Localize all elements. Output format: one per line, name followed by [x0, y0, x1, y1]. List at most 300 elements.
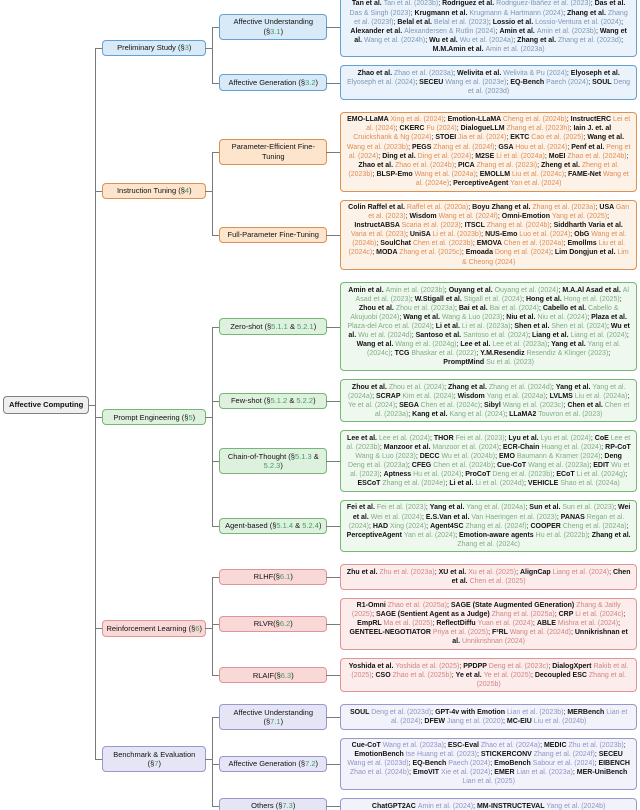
citation-link[interactable]: Zhao et al. (2025b)	[392, 671, 452, 679]
citation-link[interactable]: Yang et al. (2024b)	[546, 802, 606, 810]
citation-link[interactable]: Zhang et al. (2025b)	[476, 671, 626, 688]
section-ref[interactable]: 5.1.4	[276, 521, 294, 531]
citation-link[interactable]: Cao et al. (2025)	[531, 134, 584, 142]
citation-link[interactable]: Wu et al. (2024a)	[459, 36, 514, 44]
citation-link[interactable]: Zhang et al. (2023a)	[532, 204, 596, 211]
section-ref[interactable]: 5.1.3	[294, 451, 312, 461]
citation-link[interactable]: Liu et al. (2024b)	[533, 717, 587, 725]
subsection-branch-rlvr-6-2	[212, 594, 637, 654]
method-name: MoEI	[548, 152, 568, 160]
citation-link[interactable]: Lim & Cheong (2024)	[461, 249, 629, 266]
citation-link[interactable]: Zheng et al. (2023b)	[348, 161, 619, 178]
node-label-text: )	[291, 670, 294, 680]
tree-node-affective-generation-3-2	[219, 74, 327, 90]
citation-link[interactable]: Scaria et al. (2023)	[401, 222, 461, 230]
method-name: Yang et al.	[551, 341, 588, 349]
citation-link[interactable]: Wang et al. (2024a)	[414, 170, 476, 178]
node-label-text: RLHF(§	[253, 572, 280, 582]
method-name: MM-INSTRUCTEVAL	[476, 802, 547, 810]
citation-link[interactable]: Van Haeringen et al. (2023)	[471, 513, 557, 521]
citation-link[interactable]: Yang et al. (2024c)	[367, 341, 621, 358]
citation-link[interactable]: Lee et al. (2023b)	[346, 434, 631, 451]
citation-link[interactable]: Wang et al. (2024h)	[363, 36, 426, 44]
citations-rlvr-6-2: R1-Omni Zhao et al. (2025a); SAGE (State Augmented GEneration) Zhang & Jaitly (2025); SAGE (Sentient Agent as a Judge) Zhang et al. (2025a); CRP Li et al. (2024c); EmpRL Ma et al. (2025); ReflectDiffu Yuan et al. (2024); ABLE Mishra et al. (2024); GENTEEL-NEGOTIATOR Priya et al. (2025); F²RL Wang et al. (2024d); Unnikrishnan et al. Unnikrishnan (2024)	[340, 598, 637, 650]
section-ref[interactable]: 5.2.4	[302, 521, 319, 531]
citation-link[interactable]: Wu et al. (2024d)	[358, 332, 412, 340]
citation-link[interactable]: Lian et al. (2024)	[390, 708, 628, 725]
method-name: SEGA	[399, 401, 421, 409]
citation-link[interactable]: Dong et al. (2024)	[494, 249, 551, 257]
citation-link[interactable]: Resendiz & Klinger (2023)	[526, 350, 609, 358]
citation-link[interactable]: Chen et al. (2024c)	[420, 401, 481, 409]
citation-link[interactable]: Wang & Luo (2023)	[355, 453, 416, 461]
citations-column	[333, 796, 637, 810]
citation-link[interactable]: Gan et al. (2023)	[368, 204, 630, 221]
citation-link[interactable]: Zhang et al. (2024e)	[382, 480, 446, 488]
citations-few-shot-5-1-2-5-2-2: Zhou et al. Zhou et al. (2024); Zhang et al. Zhang et al. (2024d); Yang et al. Yang et al. (2024a); SCRAP Kim et al. (2024); Wisdom Yang et al. (2024a); LVLMS Liu et al. (2024a); Ye et al. (2024); SEGA Chen et al. (2024c); Sibyl Wang et al. (2023c); Chen et al. Chen et al. (2023a); Kang et al. Kang et al. (2024); LLaMA2 Touvron et al. (2023)	[340, 379, 637, 422]
citation-link[interactable]: Rakib et al. (2025)	[351, 662, 629, 679]
method-name: EmpRL	[357, 620, 384, 628]
citation-link[interactable]: Wang et al. (2024g)	[395, 341, 457, 349]
subsection-branch-agent-based-5-1-4-5-2-4	[212, 496, 637, 556]
method-name: ReflectDiffu	[436, 620, 478, 628]
citation-link[interactable]: Zhang et al. (2024f)	[465, 522, 527, 530]
citation-link[interactable]: Das & Singh (2023)	[349, 9, 411, 17]
node-label-text: Chain-of-Thought (§	[227, 451, 295, 461]
citation-link[interactable]: Cheng et al. (2024b)	[502, 116, 567, 124]
method-name: COOPER	[530, 522, 563, 530]
tree-node-affective-understanding-3-1	[219, 14, 327, 40]
citation-link[interactable]: Sun et al. (2023)	[562, 504, 615, 512]
citation-link[interactable]: Luo et al. (2024)	[519, 231, 571, 239]
method-name: Shen et al.	[514, 323, 552, 331]
method-name: ITSCL	[464, 222, 487, 230]
citation-link[interactable]: Hu et al. (2022b)	[535, 531, 588, 539]
citation-link[interactable]: Hou et al. (2024)	[515, 143, 568, 151]
method-name: E.S.Van et al.	[425, 513, 472, 521]
section-ref[interactable]: 7.2	[305, 759, 316, 769]
method-name: ESCoT	[357, 480, 383, 488]
method-name: PEGS	[411, 143, 434, 151]
method-name: Lee et al.	[347, 434, 379, 442]
citation-link[interactable]: Varia et al. (2023)	[350, 231, 406, 239]
citation-link[interactable]: Sabour et al. (2024)	[532, 760, 595, 768]
method-name: M2SE	[475, 152, 497, 160]
citation-link[interactable]: Yang et al. (2024a)	[347, 383, 626, 400]
tree-node-affective-generation-7-2	[219, 756, 327, 772]
citation-link[interactable]: Wang et al. (2023a)	[382, 742, 444, 750]
node-label-text: Preliminary Study (§	[117, 43, 185, 53]
citation-link[interactable]: Zhang et al. (2024f)	[533, 751, 595, 759]
method-name: BLSP-Emo	[376, 170, 415, 178]
section-ref[interactable]: 5.2.3	[263, 461, 281, 471]
citation-link[interactable]: Alexandersen & Rutlin (2024)	[404, 27, 496, 35]
citation-link[interactable]: Lian et al. (2023b)	[507, 708, 564, 716]
citation-link[interactable]: Wang & Luo (2023)	[441, 313, 503, 321]
citation-link[interactable]: Liu et al. (2024a)	[574, 392, 628, 400]
citation-link[interactable]: Unnikrishnan (2024)	[461, 638, 526, 646]
citation-link[interactable]: Zhang et al. (2023d)	[558, 36, 622, 44]
citations-column	[333, 736, 637, 792]
citation-link[interactable]: Rodriguez-Ibáñez et al. (2023)	[496, 0, 591, 8]
citation-link[interactable]: Bhaskar et al. (2022)	[411, 350, 477, 358]
citation-link[interactable]: Niu et al. (2024)	[537, 313, 588, 321]
subsection-branch-affective-understanding-7-1	[212, 700, 637, 733]
citation-link[interactable]: Wu et al. (2023)	[350, 462, 630, 479]
citation-link[interactable]: Belal et al. (2023)	[433, 18, 489, 26]
citations-column	[333, 377, 637, 424]
citation-link[interactable]: Zhang et al. (2025a)	[491, 611, 555, 619]
citation-link[interactable]: Tan et al. (2023b)	[383, 0, 439, 8]
citation-link[interactable]: Yuan et al. (2024)	[477, 620, 533, 628]
tree-node-rlvr-6-2	[219, 616, 327, 632]
citation-link[interactable]: Zhang et al. (2024c)	[457, 540, 520, 548]
method-name: PromptMind	[443, 359, 487, 367]
tree-node-zero-shot-5-1-1-5-2-1	[219, 318, 327, 334]
citation-link[interactable]: Zhao et al. (2024b)	[567, 152, 627, 160]
citation-link[interactable]: Deng et al. (2023c)	[488, 662, 549, 670]
section-ref[interactable]: 5.2.2	[296, 396, 314, 405]
citation-link[interactable]: Yan et al. (2024)	[510, 179, 562, 187]
citation-link[interactable]: Lee et al. (2024)	[378, 434, 430, 442]
citation-link[interactable]: Xing (2024)	[389, 522, 427, 530]
section-ref[interactable]: 7.1	[270, 716, 281, 726]
citation-link[interactable]: Yan et al. (2024)	[403, 531, 456, 539]
method-name: EmoBench	[494, 760, 533, 768]
citation-link[interactable]: Su et al. (2023)	[486, 359, 534, 367]
section-ref[interactable]: 7.3	[282, 801, 293, 810]
citation-link[interactable]: Manzoor et al. (2024)	[432, 443, 499, 451]
citation-link[interactable]: Zhu et al. (2023b)	[568, 742, 624, 750]
citation-link[interactable]: Paech (2024)	[546, 79, 589, 87]
citation-link[interactable]: Zhou et al. (2023a)	[395, 304, 455, 312]
citations-column	[333, 0, 637, 59]
method-name: Belal et al.	[397, 18, 434, 26]
citation-link[interactable]: Cabello & Akujuobi (2024)	[350, 304, 619, 321]
citation-link[interactable]: Li et al. (2023a)	[461, 323, 511, 331]
citation-link[interactable]: Zhao et al. (2024b)	[394, 161, 455, 169]
method-name: EQ-Bench	[412, 760, 449, 768]
citation-link[interactable]: Fu (2024)	[426, 125, 457, 133]
citation-link[interactable]: Touvron et al. (2023)	[538, 410, 603, 418]
method-name: PPDPP	[463, 662, 489, 670]
method-name: Chen et al.	[567, 401, 605, 409]
citation-link[interactable]: Li et al. (2023b)	[432, 231, 482, 239]
citation-link[interactable]: Yoshida et al. (2025)	[395, 662, 460, 670]
node-label-text: Agent-based (§	[225, 521, 277, 531]
method-name: EmotionBench	[354, 751, 406, 759]
citations-affective-understanding-3-1: Tan et al. Tan et al. (2023b); Rodriguez et al. Rodriguez-Ibáñez et al. (2023); Das et al. Das & Singh (2023); Krugmann et al. Krugmann & Hartmann (2024); Zhang et al. Zhang et al. (2023f); Belal et al. Belal et al. (2023); Lossio et al. Lossio-Ventura et al. (2024); Alexander et al. Alexandersen & Rutlin (2024); Amin et al. Amin et al. (2023b); Wang et al. Wang et al. (2024h); Wu et al. Wu et al. (2024a); Zhang et al. Zhang et al. (2023d); M.M.Amin et al. Amin et al. (2023a)	[340, 0, 637, 57]
section-ref[interactable]: 3.1	[270, 26, 281, 36]
citation-link[interactable]: Mishra et al. (2024)	[557, 620, 619, 628]
citation-link[interactable]: Yang et al. (2025)	[551, 213, 608, 221]
method-name: Lossio et al.	[492, 18, 536, 26]
citations-agent-based-5-1-4-5-2-4: Fei et al. Fei et al. (2023); Yang et al. Yang et al. (2024a); Sun et al. Sun et al. (2023); Wei et al. Wei et al. (2024); E.S.Van et al. Van Haeringen et al. (2023); PANAS Regan et al. (2024); HAD Xing (2024); Agent4SC Zhang et al. (2024f); COOPER Cheng et al. (2024a); PerceptiveAgent Yan et al. (2024); Emotion-aware agents Hu et al. (2022b); Zhang et al. Zhang et al. (2024c)	[340, 500, 637, 552]
subsections-column	[212, 108, 637, 274]
method-name: Amin et al.	[499, 27, 537, 35]
citation-link[interactable]: Priya et al. (2025)	[432, 629, 489, 637]
section-ref[interactable]: 6.1	[279, 572, 291, 582]
citation-link[interactable]: Ye et al. (2024)	[347, 401, 396, 409]
citation-link[interactable]: Wang et al. (2024e)	[415, 170, 629, 187]
citation-link[interactable]: Cruickshank & Ng (2024)	[353, 134, 432, 142]
method-name: ProCoT	[465, 471, 493, 479]
node-label-text: Others (§	[251, 801, 283, 810]
citation-link[interactable]: Xu et al. (2025)	[468, 568, 517, 576]
citation-link[interactable]: Lee et al. (2023a)	[492, 341, 548, 349]
citation-link[interactable]: Chen et al. (2023a)	[374, 401, 630, 418]
citation-row	[333, 377, 637, 424]
method-name: Chen et al.	[451, 568, 631, 585]
method-name: Wu et al.	[429, 36, 460, 44]
section-ref[interactable]: 5	[188, 412, 193, 422]
citation-link[interactable]: Liang et al. (2024)	[552, 568, 610, 576]
citations-column	[333, 498, 637, 554]
citation-link[interactable]: Deng et al. (2023d)	[468, 79, 631, 96]
citation-link[interactable]: Deng et al. (2023b)	[492, 471, 553, 479]
tree-node-benchmark-evaluation-7	[102, 746, 206, 772]
citation-link[interactable]: Krugmann & Hartmann (2024)	[469, 9, 564, 17]
method-name: PerceptiveAgent	[346, 531, 404, 539]
citations-column	[333, 110, 637, 194]
citation-link[interactable]: Zhang & Jaitly (2025)	[351, 602, 621, 619]
method-name: MER-UniBench	[576, 769, 628, 777]
citation-link[interactable]: Elyoseph et al. (2024)	[347, 79, 416, 87]
citation-link[interactable]: Jia et al. (2024)	[458, 134, 507, 142]
node-label-text: Affective Understanding (§	[233, 17, 314, 36]
method-name: SAGE (Sentient Agent as a Judge)	[375, 611, 492, 619]
method-name: Wang et al.	[587, 134, 625, 142]
citation-link[interactable]: Li et al. (2024c)	[575, 611, 624, 619]
section-ref[interactable]: 4	[184, 186, 190, 196]
citation-link[interactable]: Lyu et al. (2024)	[540, 434, 591, 442]
citation-link[interactable]: Wang et al. (2024d)	[509, 629, 571, 637]
method-name: Zhou et al.	[358, 304, 396, 312]
citation-link[interactable]: Li et al. (2024d)	[475, 480, 525, 488]
citation-link[interactable]: Shao et al. (2024a)	[560, 480, 620, 488]
method-name: Wang et al.	[354, 27, 627, 44]
method-name: HAD	[372, 522, 390, 530]
citation-link[interactable]: Huang et al. (2024)	[541, 443, 602, 451]
method-name: Yang et al.	[555, 383, 593, 391]
citation-link[interactable]: Lei et al. (2024)	[366, 116, 631, 133]
method-name: GENTEEL-NEGOTIATOR	[349, 629, 433, 637]
citation-link[interactable]: Lian et al. (2023a)	[516, 769, 573, 777]
citation-link[interactable]: Zhang et al. (2024b)	[486, 222, 550, 230]
citation-link[interactable]: Kim et al. (2024)	[402, 392, 454, 400]
method-name: LVLMS	[549, 392, 575, 400]
method-name: M.M.Amin et al.	[432, 45, 486, 53]
citation-link[interactable]: Ouyang et al. (2024)	[494, 286, 559, 294]
citations-others-7-3: ChatGPT2AC Amin et al. (2024); MM-INSTRUCTEVAL Yang et al. (2024b)	[340, 798, 637, 810]
section-ref[interactable]: 6	[195, 623, 200, 633]
method-name: SOUL	[349, 708, 372, 716]
subsections-column	[212, 560, 637, 696]
citation-link[interactable]: Santoso et al. (2024)	[463, 332, 529, 340]
subsection-branch-few-shot-5-1-2-5-2-2	[212, 375, 637, 426]
citation-link[interactable]: Zhang et al. (2023h)	[506, 125, 570, 133]
citation-link[interactable]: Zhao et al. (2023a)	[394, 69, 454, 77]
citation-link[interactable]: Liu et al. (2024c)	[348, 240, 626, 257]
citation-link[interactable]: Zhang et al. (2023i)	[476, 161, 538, 169]
subsection-branch-affective-generation-3-2	[212, 61, 637, 103]
citation-link[interactable]: Welivita & Pu (2024)	[503, 69, 567, 77]
method-name: ECR-Chain	[502, 443, 542, 451]
citation-link[interactable]: Zhao et al. (2024b)	[349, 769, 410, 777]
citation-link[interactable]: Zhang et al. (2023f)	[354, 9, 628, 26]
method-name: MERBench	[567, 708, 607, 716]
section-ref[interactable]: 6.2	[279, 619, 291, 629]
citation-link[interactable]: Cheng et al. (2024a)	[562, 522, 627, 530]
citation-link[interactable]: Zhao et al. (2024a)	[480, 742, 541, 750]
citation-link[interactable]: Zhang et al. (2025c)	[399, 249, 462, 257]
method-name: Cue-CoT	[497, 462, 529, 470]
citation-link[interactable]: Zhou et al. (2024)	[388, 383, 445, 391]
citations-rlaif-6-3: Yoshida et al. Yoshida et al. (2025); PPDPP Deng et al. (2023c); DialogXpert Rakib et al. (2025); CSO Zhao et al. (2025b); Ye et al. Ye et al. (2025); Decoupled ESC Zhang et al. (2025b)	[340, 658, 637, 692]
method-name: USA	[599, 204, 616, 211]
method-name: Penf et al.	[571, 143, 607, 151]
citation-link[interactable]: Wang et al. (2023a)	[528, 462, 590, 470]
citation-link[interactable]: Yang et al. (2024a)	[466, 504, 526, 512]
citation-link[interactable]: Ye et al. (2025)	[483, 671, 531, 679]
citation-link[interactable]: Ding et al. (2024)	[417, 152, 472, 160]
section-ref[interactable]: 5.2.1	[297, 321, 314, 331]
citation-link[interactable]: Zhang et al. (2024f)	[433, 143, 495, 151]
section-ref[interactable]: 3.2	[305, 77, 316, 87]
method-name: Y.M.Resendiz	[480, 350, 527, 358]
citation-link[interactable]: Fei et al. (2023)	[376, 504, 426, 512]
citation-link[interactable]: Lossio-Ventura et al. (2024)	[535, 18, 622, 26]
citation-link[interactable]: Raffel et al. (2020a)	[406, 204, 469, 211]
method-name: CoE	[594, 434, 611, 442]
citations-column	[333, 428, 637, 494]
method-name: Liang et al.	[531, 332, 571, 340]
citation-link[interactable]: Liang et al. (2024)	[570, 332, 627, 340]
citation-link[interactable]: Wang et al. (2023c)	[502, 401, 564, 409]
section-ref[interactable]: 5.1.1	[271, 321, 288, 331]
method-name: EQ-Bench	[510, 79, 547, 87]
method-name: NUS-Emo	[485, 231, 520, 239]
citation-row	[333, 110, 637, 194]
method-name: Yoshida et al.	[348, 662, 396, 670]
citation-link[interactable]: Shen et al. (2024)	[551, 323, 607, 331]
citation-link[interactable]: Chen et al. (2025)	[469, 578, 526, 585]
method-name: Agent4SC	[430, 522, 466, 530]
citation-link[interactable]: Paech (2024)	[448, 760, 491, 768]
citation-link[interactable]: Wang et al. (2023e)	[445, 79, 507, 87]
method-name: Fei et al.	[346, 504, 377, 512]
citation-link[interactable]: Hu et al. (2024)	[413, 471, 462, 479]
method-name: Colin Raffel et al.	[348, 204, 407, 211]
section-ref[interactable]: 7	[154, 759, 159, 769]
citation-link[interactable]: Bai et al. (2024)	[489, 304, 540, 312]
citation-link[interactable]: Wang et al. (2023d)	[347, 760, 409, 768]
method-name: W.Stigall et al.	[414, 295, 464, 303]
citation-link[interactable]: Li et al. (2024a)	[496, 152, 545, 160]
method-name: DialogXpert	[552, 662, 594, 670]
section-branch-reinforcement-learning-6	[95, 558, 637, 698]
citation-row	[333, 280, 637, 373]
citation-link[interactable]: Hong et al. (2025)	[563, 295, 620, 303]
section-ref[interactable]: 3	[184, 43, 189, 53]
citation-row	[333, 596, 637, 652]
method-name: EmoVIT	[412, 769, 441, 777]
citation-link[interactable]: Al Asad et al. (2023)	[355, 286, 629, 303]
method-name: Emollms	[567, 240, 599, 248]
node-label-text: Affective Generation (§	[228, 77, 306, 87]
citation-link[interactable]: Amin et al. (2023b)	[385, 286, 445, 294]
citation-link[interactable]: Xing et al. (2024)	[390, 116, 444, 124]
citation-link[interactable]: Fei et al. (2023)	[455, 434, 505, 442]
citation-link[interactable]: Plaza-del Arco et al. (2024)	[347, 323, 432, 331]
citation-link[interactable]: Amin et al. (2024)	[417, 802, 474, 810]
citation-link[interactable]: Wang et al. (2024b)	[352, 231, 627, 248]
citation-link[interactable]: Zhu et al. (2023a)	[379, 568, 435, 576]
citation-link[interactable]: Deng et al. (2023a)	[347, 462, 408, 470]
citation-link[interactable]: Chen et al. (2024a)	[503, 240, 564, 248]
citation-link[interactable]: Ma et al. (2025)	[383, 620, 433, 628]
section-ref[interactable]: 5.1.2	[270, 396, 288, 405]
citation-link[interactable]: Baumann & Kramer (2024)	[516, 453, 601, 461]
method-name: Rodriguez et al.	[442, 0, 497, 8]
method-name: Siddharth Varia et al.	[553, 222, 623, 230]
citation-link[interactable]: Amin et al. (2023a)	[485, 45, 545, 53]
citation-link[interactable]: Xie et al. (2024)	[440, 769, 491, 777]
citation-row	[333, 702, 637, 731]
citation-link[interactable]: Kang et al. (2024)	[449, 410, 506, 418]
citation-row	[333, 562, 637, 591]
tree-node-agent-based-5-1-4-5-2-4	[219, 518, 327, 534]
method-name: ObG	[574, 231, 592, 239]
citation-link[interactable]: Wei et al. (2024)	[370, 513, 422, 521]
method-name: Wisdom	[457, 392, 487, 400]
citations-column	[333, 596, 637, 652]
citation-link[interactable]: Chen et al. (2024b)	[433, 462, 494, 470]
citation-link[interactable]: Stigall et al. (2024)	[463, 295, 523, 303]
subsections-column	[212, 278, 637, 556]
section-ref[interactable]: 6.3	[280, 670, 292, 680]
citation-link[interactable]: Yang et al. (2024a)	[486, 392, 546, 400]
citation-link[interactable]: Wu et al. (2024b)	[441, 453, 496, 461]
citation-link[interactable]: Regan et al. (2024)	[348, 513, 625, 530]
citation-link[interactable]: Liu et al. (2024c)	[511, 170, 565, 178]
citation-link[interactable]: Peng et al. (2024)	[348, 143, 631, 160]
citations-rlhf-6-1: Zhu et al. Zhu et al. (2023a); XU et al. Xu et al. (2025); AlignCap Liang et al. (2024); Chen et al. Chen et al. (2025)	[340, 564, 637, 589]
citation-link[interactable]: Deng et al. (2023d)	[371, 708, 432, 716]
citation-link[interactable]: Jiang et al. (2020)	[446, 717, 504, 725]
node-label-text: Affective Generation (§	[228, 759, 306, 769]
citation-link[interactable]: Amin et al. (2023b)	[536, 27, 596, 35]
citations-affective-generation-3-2: Zhao et al. Zhao et al. (2023a); Welivita et al. Welivita & Pu (2024); Elyoseph et al. Elyoseph et al. (2024); SECEU Wang et al. (2023e); EQ-Bench Paech (2024); SOUL Deng et al. (2023d)	[340, 65, 637, 99]
citation-link[interactable]: Wang et al. (2023b)	[346, 143, 409, 151]
citation-link[interactable]: Wang et al. (2024f)	[438, 213, 498, 221]
method-name: Wu et al.	[348, 323, 630, 340]
tree-node-instruction-tuning-4	[102, 183, 206, 199]
citation-link[interactable]: Zhang et al. (2024d)	[488, 383, 552, 391]
citation-link[interactable]: Zhao et al. (2025a)	[387, 602, 447, 610]
citation-row	[333, 498, 637, 554]
method-name: M.A.Al Asad et al.	[562, 286, 623, 294]
node-label-text: &	[293, 521, 303, 531]
citation-link[interactable]: Li et al. (2024g)	[576, 471, 626, 479]
subsection-branch-others-7-3	[212, 794, 637, 810]
citation-link[interactable]: Chen et al. (2023b)	[412, 240, 473, 248]
citation-row	[333, 736, 637, 792]
citation-link[interactable]: Lian et al. (2025)	[462, 778, 515, 786]
citation-link[interactable]: tse Huang et al. (2023)	[405, 751, 477, 759]
method-name: STOEI	[435, 134, 459, 142]
method-name: STICKERCONV	[480, 751, 534, 759]
